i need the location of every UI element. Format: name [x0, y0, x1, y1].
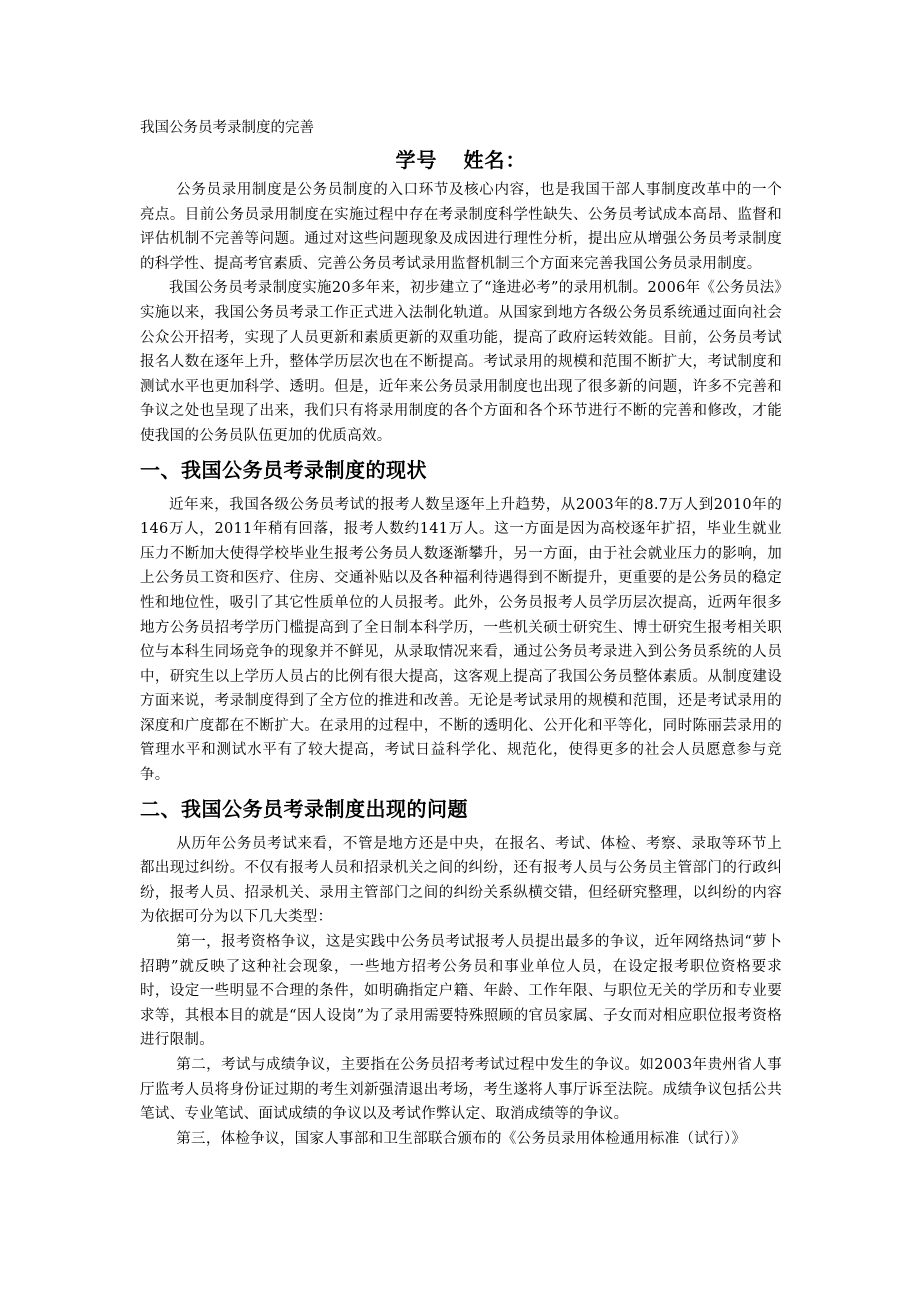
intro-paragraph: 我国公务员考录制度实施20多年来，初步建立了“逢进必考”的录用机制。2006年《公务员法》实施以来，我国公务员考录工作正式进入法制化轨道。从国家到地方各级公务员系统通过面向社会公众公开招考，实现了人员更新和素质更新的双重功能，提高了政府运转效能。目前，公务员考试报名人数在逐年上升，整体学历层次也在不断提高。考试录用的规模和范围不断扩大，考试制度和测试水平也更加科学、透明。但是，近年来公务员录用制度也出现了很多新的问题，许多不完善和争议之处也呈现了出来，我们只有将录用制度的各个方面和各个环节进行不断的完善和修改，才能使我国的公务员队伍更加的优质高效。 [140, 280, 782, 444]
document-page [140, 117, 782, 1151]
name-label: 姓名： [463, 148, 527, 172]
current-status-paragraph: 近年来，我国各级公务员考试的报考人数呈逐年上升趋势，从2003年的8.7万人到2010年的146万人，2011年稍有回落，报考人数约141万人。这一方面是因为高校逐年扩招，毕业生就业压力不断加大使得学校毕业生报考公务员人数逐渐攀升，另一方面，由于社会就业压力的影响，加上公务员工资和医疗、住房、交通补贴以及各种福利待遇得到不断提升，更重要的是公务员的稳定性和地位性，吸引了其它性质单位的人员报考。此外，公务员报考人员学历层次提高，近两年很多地方公务员招考学历门槛提高到了全日制本科学历，一些机关硕士研究生、博士研究生报考相关职位与本科生同场竞争的现象并不鲜见，从录取情况来看，通过公务员考录进入到公务员系统的人员中，研究生以上学历人员占的比例有很大提高，这客观上提高了我国公务员整体素质。从制度建设方面来说，考录制度得到了全方位的推进和改善。无论是考试录用的规模和范围，还是考试录用的深度和广度都在不断扩大。在录用的过程中，不断的透明化、公开化和平等化，同时陈丽芸录用的管理水平和测试水平有了较大提高，考试日益科学化、规范化，使得更多的社会人员愿意参与竞争。 [140, 496, 782, 784]
student-id-label: 学号 [395, 148, 438, 172]
problem-paragraph-exam-score: 第二，考试与成绩争议，主要指在公务员招考考试过程中发生的争议。如2003年贵州省人事厅监考人员将身份证过期的考生刘新强清退出考场，考生遂将人事厅诉至法院。成绩争议包括公共笔试、专业笔试、面试成绩的争议以及考试作弊认定、取消成绩等的争议。 [140, 1057, 782, 1123]
document-title: 我国公务员考录制度的完善 [140, 120, 314, 136]
problem-paragraph-physical-exam: 第三，体检争议，国家人事部和卫生部联合颁布的《公务员录用体检通用标准（试行）》 [176, 1130, 747, 1147]
byline [140, 145, 782, 175]
problem-paragraph-qualification: 第一，报考资格争议，这是实践中公务员考试报考人员提出最多的争议，近年网络热词“萝卜招聘”就反映了这种社会现象，一些地方招考公务员和事业单位人员，在设定报考职位资格要求时，设定一些明显不合理的条件，如明确指定户籍、年龄、工作年限、与职位无关的学历和专业要求等，其根本目的就是“因人设岗”为了录用需要特殊照顾的官员家属、子女而对相应职位报考资格进行限制。 [140, 934, 782, 1049]
problems-intro-paragraph: 从历年公务员考试来看，不管是地方还是中央，在报名、考试、体检、考察、录取等环节上都出现过纠纷。不仅有报考人员和招录机关之间的纠纷，还有报考人员与公务员主管部门的行政纠纷，报考人员、招录机关、录用主管部门之间的纠纷关系纵横交错，但经研究整理，以纠纷的内容为依据可分为以下几大类型： [140, 835, 782, 926]
section-heading-current-status: 一、我国公务员考录制度的现状 [140, 457, 427, 482]
abstract-paragraph: 公务员录用制度是公务员制度的入口环节及核心内容，也是我国干部人事制度改革中的一个亮点。目前公务员录用制度在实施过程中存在考录制度科学性缺失、公务员考试成本高昂、监督和评估机制不完善等问题。通过对这些问题现象及成因进行理性分析，提出应从增强公务员考录制度的科学性、提高考官素质、完善公务员考试录用监督机制三个方面来完善我国公务员录用制度。 [140, 182, 782, 272]
section-heading-problems: 二、我国公务员考录制度出现的问题 [140, 796, 468, 821]
